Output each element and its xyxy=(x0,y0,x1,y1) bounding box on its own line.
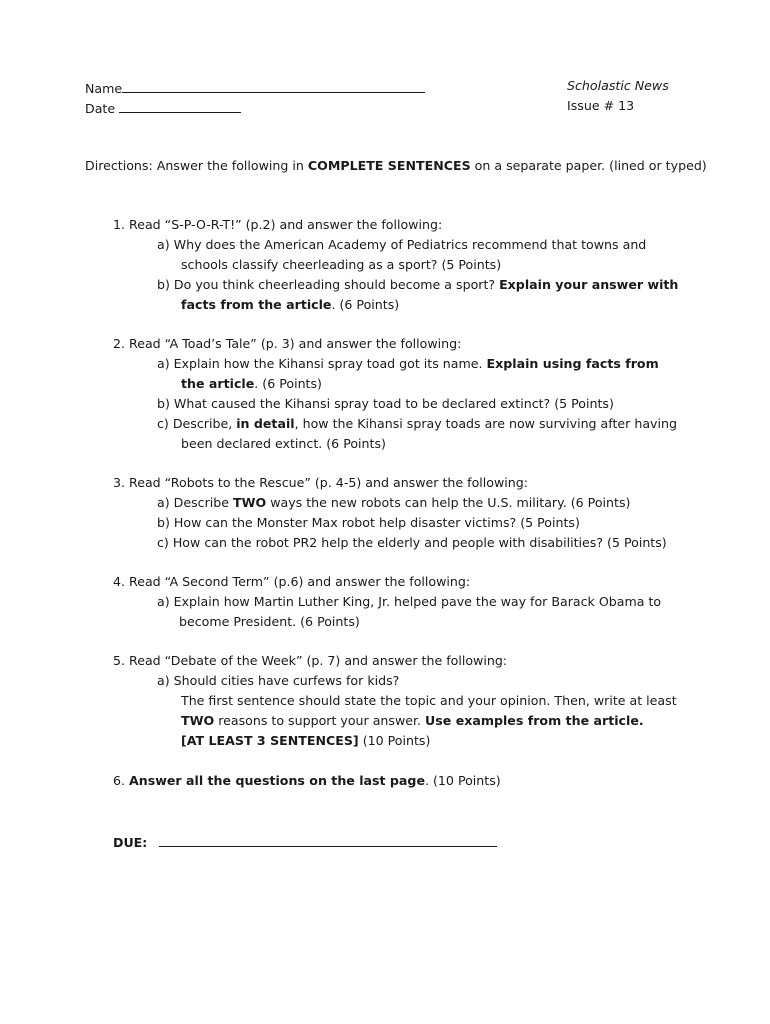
q3-a-line1 xyxy=(157,493,630,513)
q2-a2-text: . (6 Points) xyxy=(254,376,322,391)
q5-a-line2: The first sentence should state the topic and your opinion. Then, write at least xyxy=(181,693,677,708)
q5-intro: 5. Read “Debate of the Week” (p. 7) and answer the following: xyxy=(113,653,508,668)
directions-suffix: on a separate paper. (lined or typed) xyxy=(470,158,707,173)
q3-a-bold: TWO xyxy=(233,495,267,510)
name-label: Name xyxy=(85,81,123,96)
q2-c-line1 xyxy=(157,414,677,434)
q1-b2-text: . (6 Points) xyxy=(331,297,400,312)
due-label: DUE: xyxy=(113,835,148,850)
issue-number: Issue # 13 xyxy=(567,98,635,113)
q6-bold: Answer all the questions on the last page xyxy=(129,773,425,788)
directions-prefix: Directions: Answer the following in xyxy=(85,158,308,173)
q1-b2-bold: facts from the article xyxy=(181,297,332,312)
due-row xyxy=(113,832,497,850)
q6-suffix: . (10 Points) xyxy=(425,773,501,788)
q2-b-line1: b) What caused the Kihansi spray toad to be declared extinct? (5 Points) xyxy=(157,396,614,411)
q2-a-bold: Explain using facts from xyxy=(486,356,659,371)
q1-b-bold: Explain your answer with xyxy=(499,277,679,292)
q2-c-bold: in detail xyxy=(236,416,295,431)
q3-intro: 3. Read “Robots to the Rescue” (p. 4-5) and answer the following: xyxy=(113,475,529,490)
q2-a-line2 xyxy=(181,374,322,394)
q2-c-post: , how the Kihansi spray toads are now surviving after having xyxy=(294,416,677,431)
due-blank-line[interactable] xyxy=(159,832,497,847)
q4-a-line2: become President. (6 Points) xyxy=(179,614,360,629)
q1-b-text: b) Do you think cheerleading should become a sport? xyxy=(157,277,500,292)
q3-a-post: ways the new robots can help the U.S. military. (6 Points) xyxy=(266,495,631,510)
q1-a-line1: a) Why does the American Academy of Pediatrics recommend that towns and xyxy=(157,237,647,252)
q5-sentences-bold: [AT LEAST 3 SENTENCES] xyxy=(181,733,359,748)
q2-c-pre: c) Describe, xyxy=(157,416,237,431)
q1-a-line2: schools classify cheerleading as a sport? (5 Points) xyxy=(181,257,502,272)
q5-line4-text: (10 Points) xyxy=(358,733,431,748)
q5-two-bold: TWO xyxy=(181,713,215,728)
q5-a-line3 xyxy=(181,711,644,731)
date-blank-line[interactable] xyxy=(119,98,241,113)
q3-b-line1: b) How can the Monster Max robot help disaster victims? (5 Points) xyxy=(157,515,580,530)
q5-examples-bold: Use examples from the article. xyxy=(425,713,644,728)
q1-b-line2 xyxy=(181,295,399,315)
date-field-row xyxy=(85,98,241,116)
q5-a-line1: a) Should cities have curfews for kids? xyxy=(157,673,400,688)
q5-a-line4 xyxy=(181,731,430,751)
directions xyxy=(85,158,707,173)
q2-a-text: a) Explain how the Kihansi spray toad got its name. xyxy=(157,356,487,371)
name-field-row xyxy=(85,78,425,96)
q2-intro: 2. Read “A Toad’s Tale” (p. 3) and answer the following: xyxy=(113,336,462,351)
directions-emphasis: COMPLETE SENTENCES xyxy=(307,158,471,173)
q4-a-line1: a) Explain how Martin Luther King, Jr. helped pave the way for Barack Obama to xyxy=(157,594,662,609)
q1-b-line1 xyxy=(157,275,678,295)
q5-line3-text: reasons to support your answer. xyxy=(214,713,426,728)
q6-prefix: 6. xyxy=(113,773,130,788)
q2-a-line1 xyxy=(157,354,659,374)
q4-intro: 4. Read “A Second Term” (p.6) and answer the following: xyxy=(113,574,471,589)
date-label: Date xyxy=(85,101,116,116)
q2-a2-bold: the article xyxy=(181,376,255,391)
publication-title: Scholastic News xyxy=(567,78,669,93)
q3-c-line1: c) How can the robot PR2 help the elderly and people with disabilities? (5 Points) xyxy=(157,535,667,550)
q3-a-pre: a) Describe xyxy=(157,495,233,510)
q2-c-line2: been declared extinct. (6 Points) xyxy=(181,436,386,451)
name-blank-line[interactable] xyxy=(122,78,425,93)
q1-intro: 1. Read “S-P-O-R-T!” (p.2) and answer the following: xyxy=(113,217,443,232)
q6-line xyxy=(113,771,501,791)
